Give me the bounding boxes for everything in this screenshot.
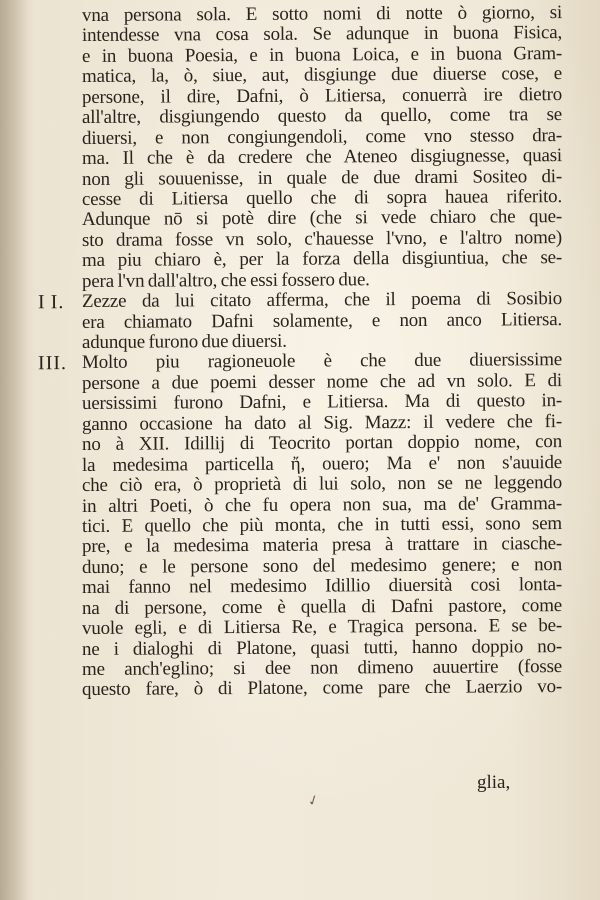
text-line: me anch'eglino; si dee non dimeno auuertire (fosse — [81, 656, 563, 680]
text-line: questo fare, ò di Platone, come pare che Laerzio vo- — [81, 676, 563, 701]
text-line: ma. Il che è da credere che Ateneo disgiugnesse, quasi — [81, 145, 563, 170]
text-line: matica, la, ò, siue, aut, disgiunge due diuerse cose, e — [81, 63, 563, 88]
catchword: glia, — [477, 772, 511, 793]
text-line: ganno occasione ha dato al Sig. Mazz: il vedere che fi- — [81, 410, 563, 435]
text-line: mai fanno nel medesimo Idillio diuersità cosi lonta- — [81, 574, 563, 599]
text-line: in altri Poeti, ò che fu opera non sua, ma de' Gramma- — [81, 492, 563, 517]
text-line: persone, il dire, Dafni, ò Litiersa, conuerrà ire dietro — [81, 83, 563, 108]
spine-shadow — [0, 0, 30, 900]
text-line: ma piu chiaro è, per la forza della disgiuntiua, che se- — [81, 247, 563, 272]
text-line: Adunque nō si potè dire (che si vede chiaro che que- — [81, 206, 563, 231]
text-line: persone a due poemi desser nome che ad vn solo. E di — [81, 369, 563, 394]
text-line: non gli souuenisse, in quale de due drami Sositeo di- — [81, 165, 563, 190]
text-line: duno; e le persone sono del medesimo genere; e non — [81, 553, 563, 578]
text-line: e in buona Poesia, e in buona Loica, e in buona Gram- — [81, 42, 563, 67]
text-line: intendesse vna cosa sola. Se adunque in buona Fisica, — [81, 22, 563, 47]
text-line: pre, e la medesima materia presa à trattare in ciasche- — [81, 533, 563, 558]
section-number-ii: I I. — [37, 291, 65, 314]
text-line: na di persone, come è quella di Dafni pastore, come — [81, 594, 563, 619]
text-line: sto drama fosse vn solo, c'hauesse l'vno, e l'altro nome) — [81, 226, 563, 251]
text-line: la medesima particella ἤ, ouero; Ma e' non s'auuide — [81, 451, 563, 476]
text-line: cesse di Litiersa quello che di sopra hauea riferito. — [81, 186, 563, 210]
text-line: Zezze da lui citato afferma, che il poema di Sosibio — [81, 288, 563, 313]
text-line: vuole egli, e di Litiersa Re, e Tragica persona. E se be- — [81, 615, 563, 640]
text-line: tici. E quello che più monta, che in tutti essi, sono sem — [81, 513, 563, 537]
text-line: era chiamato Dafni solamente, e non anco Litiersa. — [81, 308, 563, 333]
text-line: no à XII. Idillij di Teocrito portan doppio nome, con — [81, 431, 563, 456]
text-line: ne i dialoghi di Platone, quasi tutti, hanno doppio no- — [81, 635, 563, 660]
text-line: diuersi, e non congiungendoli, come vno stesso dra- — [81, 124, 563, 149]
text-line: all'altre, disgiungendo questo da quello, come tra se — [81, 104, 563, 129]
text-line: vna persona sola. E sotto nomi di notte ò giorno, si — [81, 2, 563, 26]
text-line: che ciò era, ò proprietà di lui solo, non se ne leggendo — [81, 472, 563, 497]
text-line: pera l'vn dall'altro, che essi fossero due. — [81, 268, 370, 292]
text-line: adunque furono due diuersi. — [81, 330, 287, 353]
text-line: uersissimi furono Dafni, e Litiersa. Ma di questo in- — [81, 390, 563, 415]
stray-pen-mark: ✓ — [305, 792, 322, 811]
body-text — [37, 2, 563, 701]
text-line: Molto piu ragioneuole è che due diuersissime — [81, 349, 563, 374]
section-number-iii: III. — [37, 352, 68, 375]
